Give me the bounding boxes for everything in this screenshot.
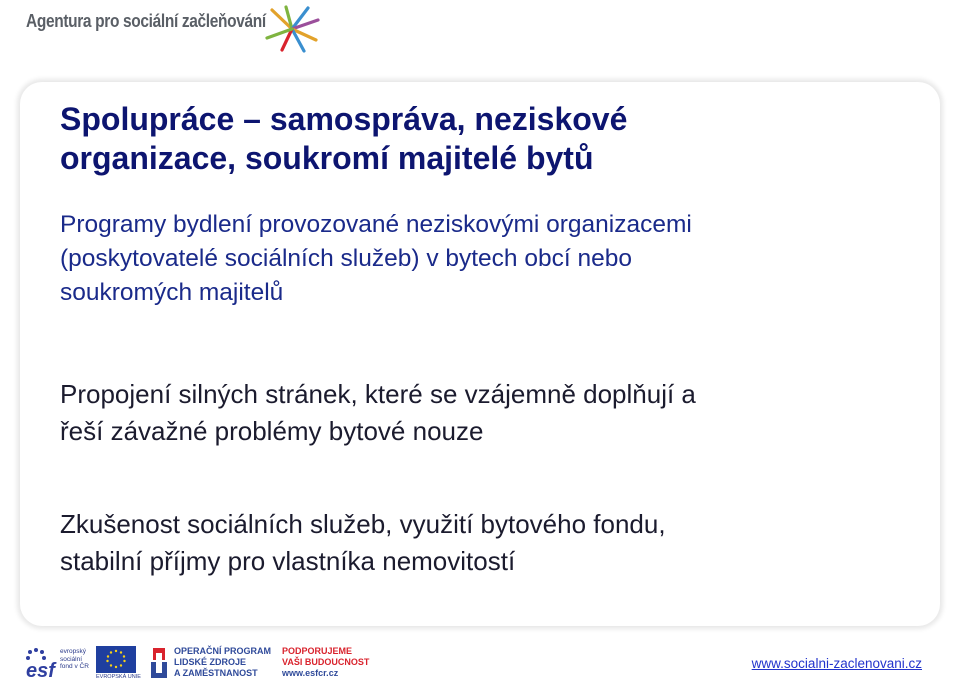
agency-starburst-logo [264, 4, 320, 54]
paragraph1-line-2: řeší závažné problémy bytové nouze [60, 416, 484, 446]
esf-caption-line-3: fond v ČR [60, 663, 89, 670]
website-link[interactable]: www.socialni-zaclenovani.cz [751, 656, 922, 671]
op-program-icon [149, 646, 169, 680]
op-program-text [174, 646, 271, 679]
slide-title [60, 100, 900, 178]
support-line-2: VAŠI BUDOUCNOST [282, 657, 370, 667]
slide-title-line-2: organizace, soukromí majitelé bytů [60, 140, 594, 176]
eu-caption: EVROPSKÁ UNIE [96, 674, 141, 680]
esf-logo-icon [24, 646, 60, 682]
paragraph2-line-2: stabilní příjmy pro vlastníka nemovitostí [60, 546, 516, 576]
paragraph-experience [60, 506, 920, 580]
paragraph2-line-1: Zkušenost sociálních služeb, využití bytového fondu, [60, 509, 666, 539]
organization-name: Agentura pro sociální začleňování [26, 11, 266, 31]
support-line-3: www.esfcr.cz [282, 668, 339, 678]
op-line-3: A ZAMĚSTNANOST [174, 668, 258, 678]
slide-subtitle [60, 208, 900, 310]
svg-text:esf: esf [26, 660, 55, 682]
op-line-1: OPERAČNÍ PROGRAM [174, 646, 272, 656]
subtitle-line-1: Programy bydlení provozované neziskovými organizacemi [60, 211, 692, 238]
paragraph-strengths [60, 376, 920, 450]
slide-title-line-1: Spolupráce – samospráva, neziskové [60, 101, 628, 137]
esf-caption-line-1: evropský [60, 648, 87, 655]
op-line-2: LIDSKÉ ZDROJE [174, 657, 247, 667]
subtitle-line-3: soukromých majitelů [60, 279, 284, 306]
esf-caption [60, 648, 94, 671]
subtitle-line-2: (poskytovatelé sociálních služeb) v bytech obcí nebo [60, 245, 632, 272]
esf-caption-line-2: sociální [60, 655, 83, 663]
support-line-1: PODPORUJEME [282, 646, 353, 656]
eu-flag-icon [96, 646, 136, 673]
support-text [282, 646, 369, 679]
paragraph1-line-1: Propojení silných stránek, které se vzájemně doplňují a [60, 379, 696, 409]
